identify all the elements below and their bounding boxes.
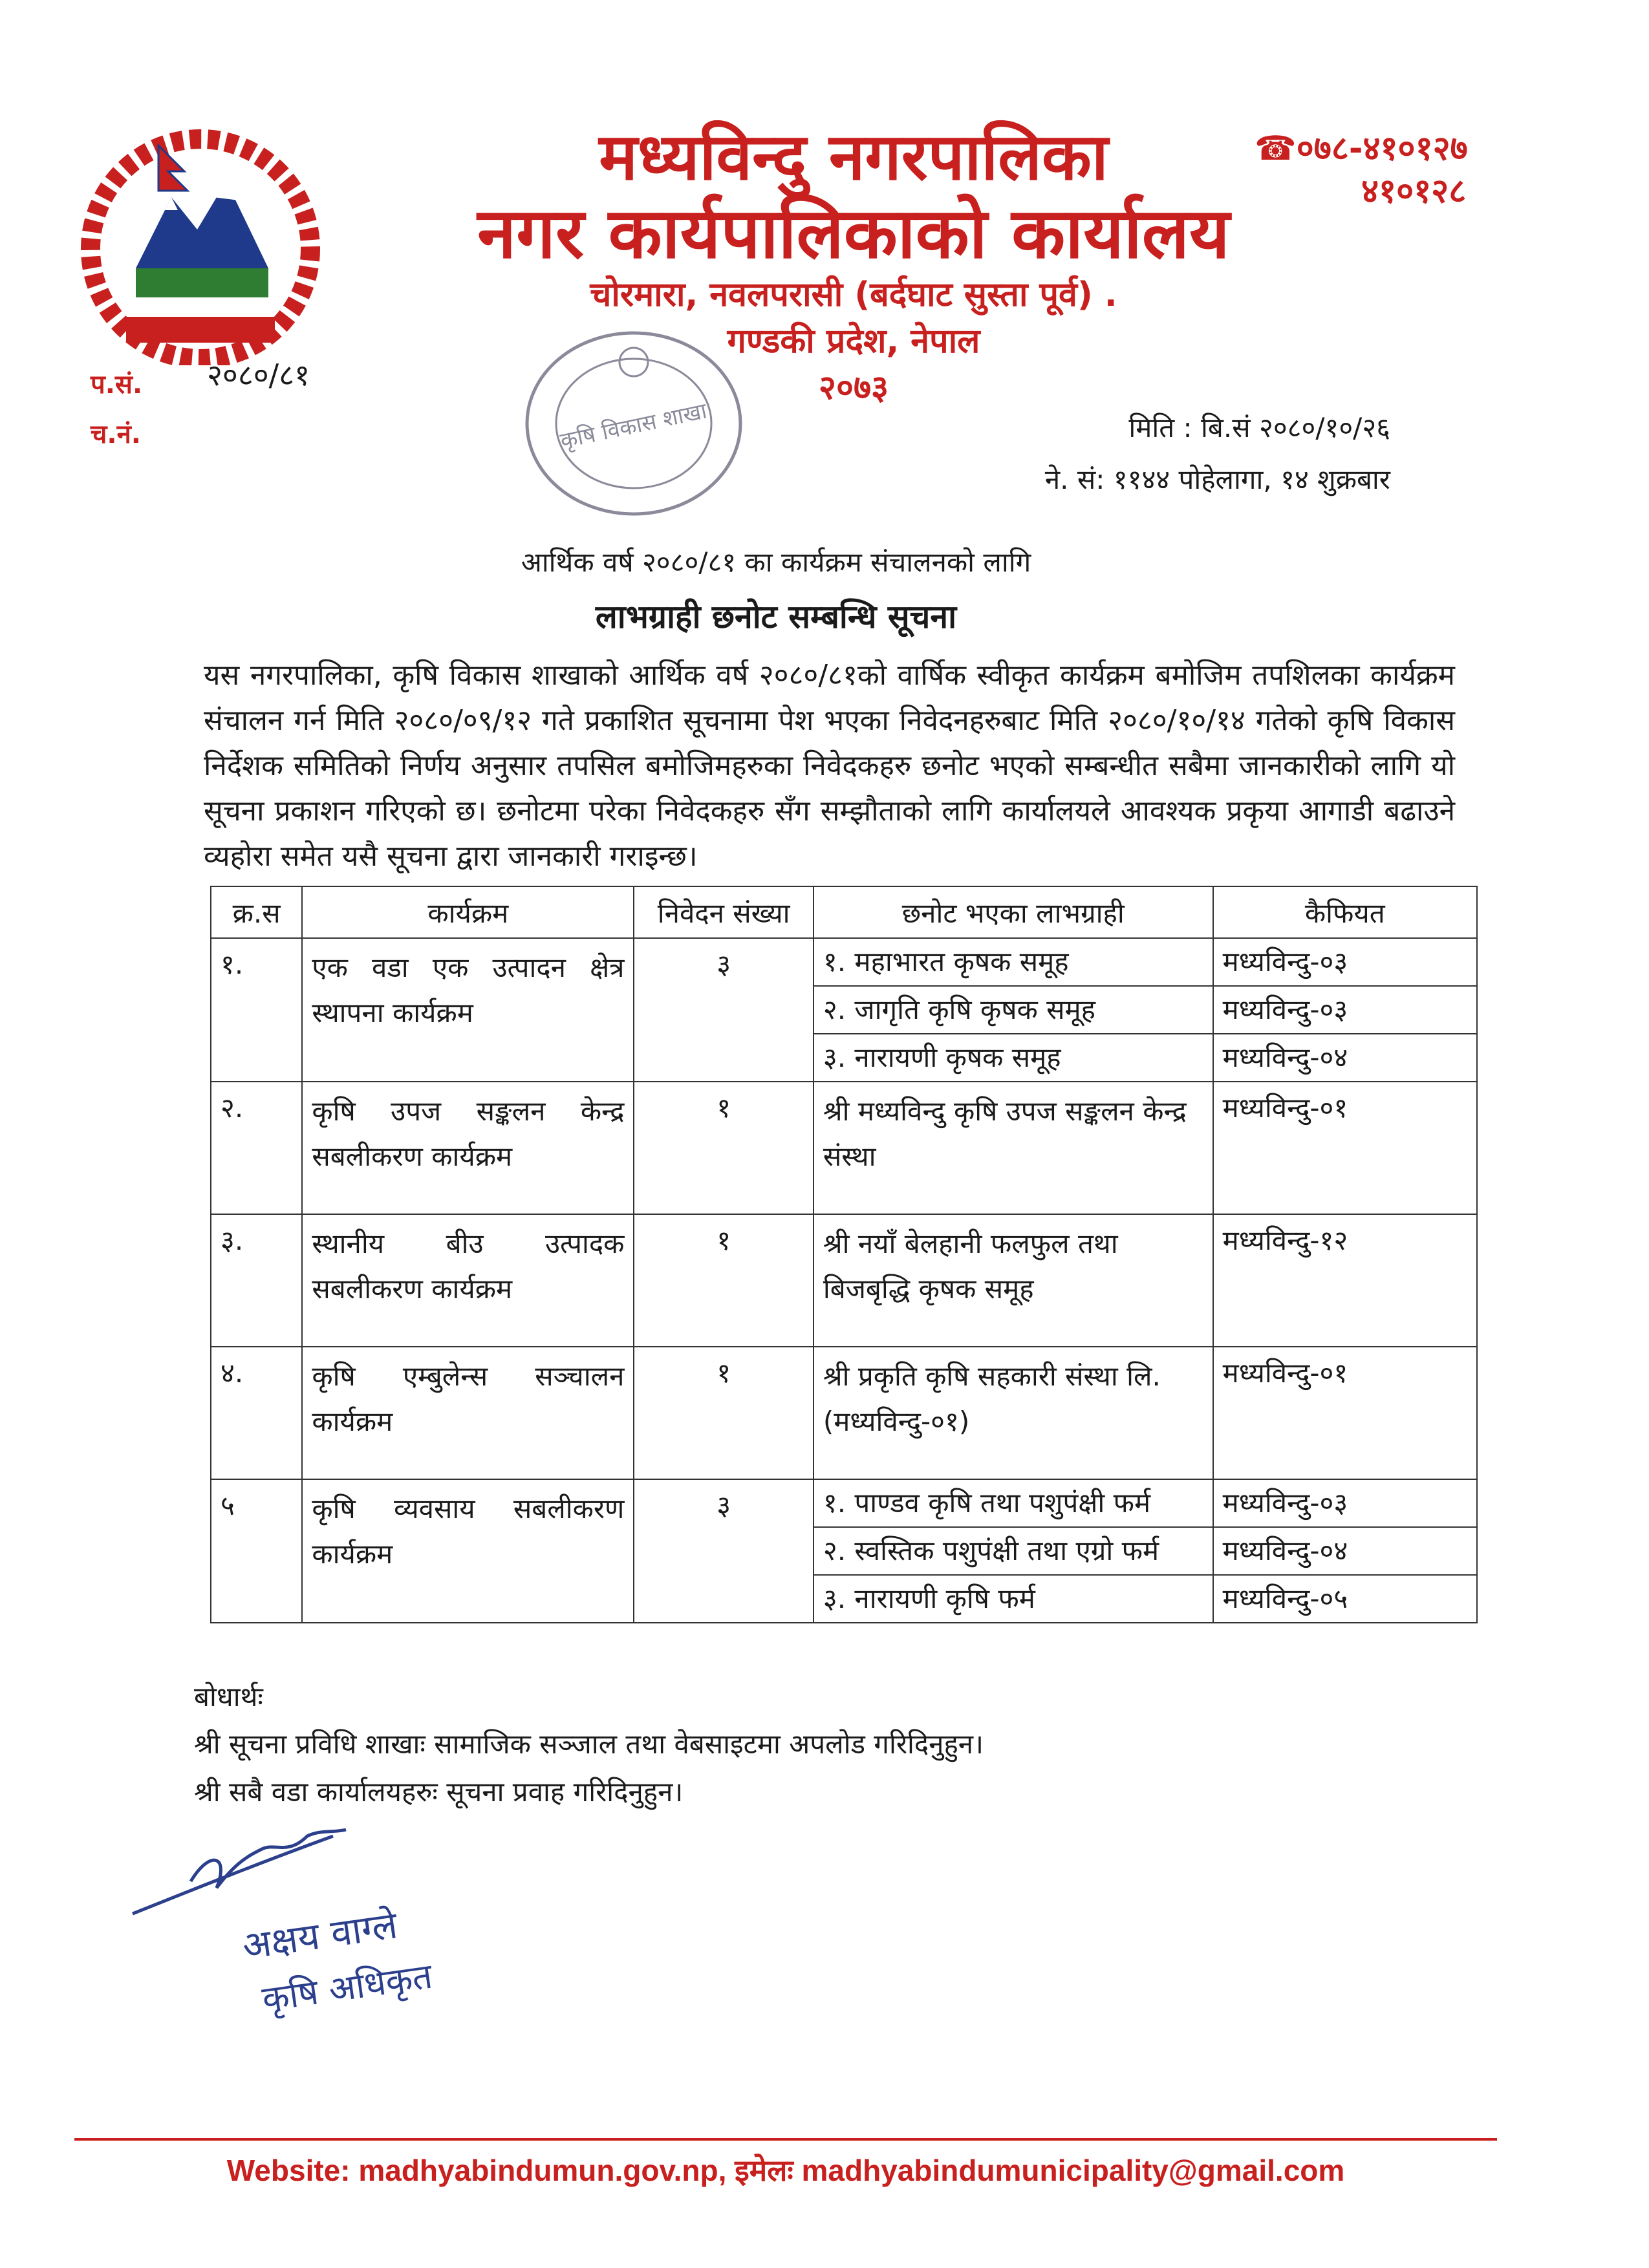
row-serial: १. bbox=[211, 938, 302, 1082]
address-line-2: गण्डकी प्रदेश, नेपाल bbox=[727, 322, 980, 361]
header-beneficiaries: छनोट भएका लाभग्राही bbox=[814, 886, 1213, 938]
header-program: कार्यक्रम bbox=[302, 886, 634, 938]
beneficiary-remark: मध्यविन्दु-०३ bbox=[1214, 987, 1476, 1034]
beneficiary-remark: मध्यविन्दु-०१ bbox=[1213, 1082, 1477, 1214]
table-row bbox=[211, 1479, 1477, 1623]
beneficiary-table bbox=[210, 886, 1478, 1623]
header-application-count: निवेदन संख्या bbox=[634, 886, 813, 938]
signature-icon bbox=[120, 1810, 482, 2024]
row-serial: ४. bbox=[211, 1347, 302, 1479]
date-bs: मिति : बि.सं २०८०/१०/२६ bbox=[1128, 412, 1390, 444]
letter-number-value: २०८०/८१ bbox=[207, 358, 310, 392]
office-stamp-icon bbox=[517, 323, 750, 524]
row-program: कृषि उपज सङ्कलन केन्द्र सबलीकरण कार्यक्रम bbox=[302, 1082, 634, 1214]
cc-line-1: श्री सूचना प्रविधि शाखाः सामाजिक सञ्जाल तथा वेबसाइटमा अपलोड गरिदिनुहुन। bbox=[194, 1728, 984, 1760]
letter-number-label: प.सं. bbox=[91, 370, 143, 400]
established-year: २०७३ bbox=[818, 369, 889, 407]
table-row bbox=[211, 1082, 1477, 1214]
row-serial: ३. bbox=[211, 1214, 302, 1347]
footer-divider bbox=[74, 2138, 1497, 2141]
table-row bbox=[211, 1347, 1477, 1479]
beneficiary-remark: मध्यविन्दु-०५ bbox=[1222, 1583, 1348, 1614]
row-count: ३ bbox=[634, 938, 813, 1082]
beneficiary-remark: मध्यविन्दु-०१ bbox=[1213, 1347, 1477, 1479]
beneficiary-name: श्री नयाँ बेलहानी फलफुल तथा बिजबृद्धि कृषक समूह bbox=[814, 1214, 1213, 1347]
header-serial: क्र.स bbox=[211, 886, 302, 938]
beneficiary-name: २. स्वस्तिक पशुपंक्षी तथा एग्रो फर्म bbox=[814, 1528, 1212, 1576]
cc-line-2: श्री सबै वडा कार्यालयहरुः सूचना प्रवाह गरिदिनुहुन। bbox=[194, 1776, 684, 1808]
row-program: कृषि व्यवसाय सबलीकरण कार्यक्रम bbox=[302, 1479, 634, 1623]
beneficiary-remark: मध्यविन्दु-१२ bbox=[1213, 1214, 1477, 1347]
row-remarks bbox=[1213, 1479, 1477, 1623]
date-ns: ने. सं: ११४४ पोहेलागा, १४ शुक्रबार bbox=[1044, 464, 1390, 495]
row-beneficiaries bbox=[814, 1479, 1213, 1623]
phone-number-1: ☎०७८-४१०१२७ bbox=[1255, 129, 1468, 168]
beneficiary-name: १. पाण्डव कृषि तथा पशुपंक्षी फर्म bbox=[814, 1480, 1212, 1528]
signatory-name: अक्षय वाग्ले bbox=[239, 1903, 400, 1969]
notice-intro: आर्थिक वर्ष २०८०/८१ का कार्यक्रम संचालनको लागि bbox=[521, 546, 1031, 578]
beneficiary-name: १. महाभारत कृषक समूह bbox=[814, 939, 1212, 987]
signatory-title: कृषि अधिकृत bbox=[259, 1955, 435, 2020]
row-program: स्थानीय बीउ उत्पादक सबलीकरण कार्यक्रम bbox=[302, 1214, 634, 1347]
dispatch-number-label: च.नं. bbox=[91, 420, 141, 449]
beneficiary-name: २. जागृति कृषि कृषक समूह bbox=[814, 987, 1212, 1034]
row-count: १ bbox=[634, 1082, 813, 1214]
beneficiary-name: ३. नारायणी कृषक समूह bbox=[823, 1042, 1061, 1073]
address-line-1: चोरमारा, नवलपरासी (बर्दघाट सुस्ता पूर्व) . bbox=[590, 275, 1117, 314]
notice-paragraph: यस नगरपालिका, कृषि विकास शाखाको आर्थिक वर्ष २०८०/८१को वार्षिक स्वीकृत कार्यक्रम बमोजिम तपशिलका कार्यक्रम संचालन गर्न मिति २०८०/०९/१२ गते प्रकाशित सूचनामा पेश भएका निवेदनहरुबाट मिति २०८०/१०/१४ गतेको कृषि विकास निर्देशक समितिको निर्णय अनुसार तपसिल बमोजिमहरुका निवेदकहरु छनोट भएको सम्बन्धीत सबैमा जानकारीको लागि यो सूचना प्रकाशन गरिएको छ। छनोटमा परेका निवेदकहरु सँग सम्झौताको लागि कार्यालयले आवश्यक प्रकृया आगाडी बढाउने व्यहोरा समेत यसै सूचना द्वारा जानकारी गराइन्छ। bbox=[204, 659, 1455, 873]
row-serial: ५ bbox=[211, 1479, 302, 1623]
beneficiary-remark: मध्यविन्दु-०३ bbox=[1214, 939, 1476, 987]
row-program: कृषि एम्बुलेन्स सञ्चालन कार्यक्रम bbox=[302, 1347, 634, 1479]
nepal-emblem-icon bbox=[74, 120, 327, 365]
row-serial: २. bbox=[211, 1082, 302, 1214]
cc-label: बोधार्थः bbox=[194, 1681, 263, 1713]
row-program: एक वडा एक उत्पादन क्षेत्र स्थापना कार्यक्रम bbox=[302, 938, 634, 1082]
table-header-row bbox=[211, 886, 1477, 938]
svg-text:कृषि विकास शाखा: कृषि विकास शाखा bbox=[557, 398, 709, 455]
row-count: ३ bbox=[634, 1479, 813, 1623]
beneficiary-remark: मध्यविन्दु-०३ bbox=[1214, 1480, 1476, 1528]
beneficiary-remark: मध्यविन्दु-०४ bbox=[1222, 1042, 1348, 1073]
municipality-name: मध्यविन्दु नगरपालिका bbox=[599, 119, 1108, 195]
phone-number-2: ४१०१२८ bbox=[1361, 172, 1467, 211]
row-count: १ bbox=[634, 1214, 813, 1347]
beneficiary-name: श्री प्रकृति कृषि सहकारी संस्था लि. (मध्यविन्दु-०१) bbox=[814, 1347, 1213, 1479]
header-remarks: कैफियत bbox=[1213, 886, 1477, 938]
row-count: १ bbox=[634, 1347, 813, 1479]
table-row bbox=[211, 1214, 1477, 1347]
beneficiary-remark: मध्यविन्दु-०४ bbox=[1214, 1528, 1476, 1576]
footer-contact: Website: madhyabindumun.gov.np, इमेलः madhyabindumunicipality@gmail.com bbox=[226, 2154, 1345, 2187]
row-remarks bbox=[1213, 938, 1477, 1082]
beneficiary-name: ३. नारायणी कृषि फर्म bbox=[823, 1583, 1035, 1614]
office-name: नगर कार्यपालिकाको कार्यालय bbox=[477, 193, 1230, 274]
beneficiary-name: श्री मध्यविन्दु कृषि उपज सङ्कलन केन्द्र संस्था bbox=[814, 1082, 1213, 1214]
table-row bbox=[211, 938, 1477, 1082]
notice-heading: लाभग्राही छनोट सम्बन्धि सूचना bbox=[595, 598, 957, 636]
row-beneficiaries bbox=[814, 938, 1213, 1082]
